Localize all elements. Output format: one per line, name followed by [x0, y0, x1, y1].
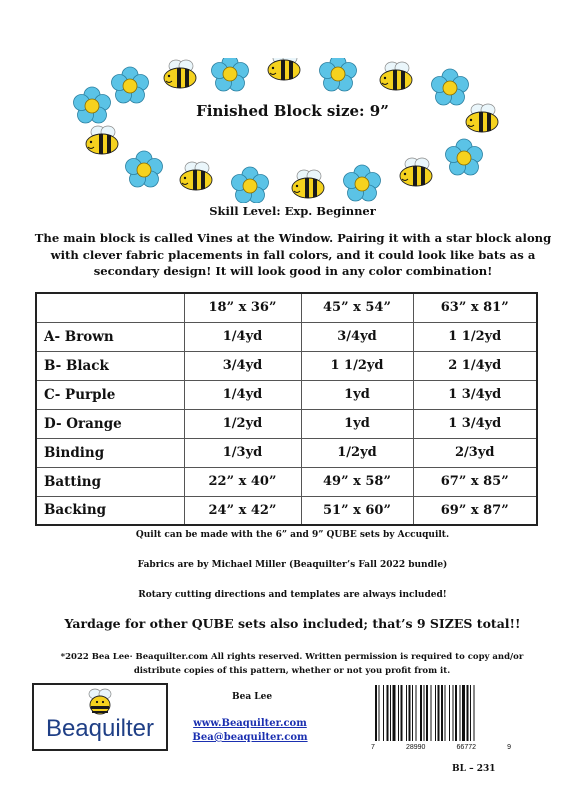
- table-cell: 1yd: [301, 380, 413, 409]
- wreath-bee: [292, 170, 324, 198]
- barcode-number: [371, 744, 511, 751]
- table-header-cell: 45” x 54”: [301, 293, 413, 322]
- table-cell: 1/4yd: [184, 322, 301, 351]
- barcode-bar: [375, 685, 377, 741]
- table-cell: 1 1/2yd: [413, 322, 537, 351]
- barcode-bar: [445, 685, 446, 741]
- barcode-digit-group: 7: [371, 744, 375, 751]
- row-label: B- Black: [36, 351, 184, 380]
- barcode-bar: [449, 685, 450, 741]
- pattern-description: The main block is called Vines at the Window. Pairing it with a star block along with clever fabric placements in fall colors, and it could look like bats as a secondary design! It will look good in any color combination!: [34, 231, 552, 278]
- finished-block-size: Finished Block size: 9”: [196, 102, 389, 120]
- barcode-bar: [435, 685, 436, 741]
- barcode-digit-group: 9: [507, 744, 511, 751]
- yardage-table: [35, 292, 538, 526]
- barcode-bar: [393, 685, 396, 741]
- row-label: C- Purple: [36, 380, 184, 409]
- barcode-bar: [406, 685, 407, 741]
- table-cell: 2/3yd: [413, 438, 537, 467]
- wreath-bee: [86, 126, 118, 154]
- table-cell: 1/3yd: [184, 438, 301, 467]
- barcode-bar: [416, 685, 417, 741]
- table-header-cell: 18” x 36”: [184, 293, 301, 322]
- barcode-bar: [467, 685, 469, 741]
- bee-flower-wreath: [62, 58, 522, 203]
- table-header-row: [36, 293, 537, 322]
- table-row: [36, 322, 537, 351]
- barcode-bar: [409, 685, 411, 741]
- table-header-cell: 63” x 81”: [413, 293, 537, 322]
- table-cell: 67” x 85”: [413, 467, 537, 496]
- wreath-bee: [400, 158, 432, 186]
- wreath-bee: [380, 62, 412, 90]
- wreath-bee: [180, 162, 212, 190]
- barcode-bar: [441, 685, 443, 741]
- website-link[interactable]: www.Beaquilter.com: [193, 718, 307, 729]
- barcode-bar: [401, 685, 403, 741]
- table-cell: 1 1/2yd: [301, 351, 413, 380]
- wreath-flower: [432, 69, 469, 105]
- table-cell: 1/2yd: [301, 438, 413, 467]
- barcode-bar: [462, 685, 465, 741]
- table-cell: 69” x 87”: [413, 496, 537, 525]
- row-label: A- Brown: [36, 322, 184, 351]
- wreath-bee: [268, 58, 300, 80]
- bee-icon: [82, 687, 118, 717]
- barcode-bar: [387, 685, 389, 741]
- barcode-bar: [379, 685, 380, 741]
- table-cell: 51” x 60”: [301, 496, 413, 525]
- table-cell: 1/2yd: [184, 409, 301, 438]
- barcode-bar: [412, 685, 413, 741]
- barcode-bar: [438, 685, 440, 741]
- wreath-flower: [344, 165, 381, 201]
- barcode-bar: [383, 685, 384, 741]
- table-cell: 24” x 42”: [184, 496, 301, 525]
- barcode-bar: [455, 685, 457, 741]
- barcode-bar: [474, 685, 475, 741]
- author-name: Bea Lee: [232, 692, 273, 702]
- table-cell: 1/4yd: [184, 380, 301, 409]
- row-label: D- Orange: [36, 409, 184, 438]
- table-row: [36, 438, 537, 467]
- barcode-bar: [424, 685, 425, 741]
- barcode-bar: [431, 685, 432, 741]
- skill-level: Skill Level: Exp. Beginner: [209, 204, 376, 218]
- barcode-digit-group: 28990: [405, 744, 426, 751]
- barcode: [371, 683, 511, 743]
- table-row: [36, 380, 537, 409]
- barcode-bar: [390, 685, 391, 741]
- wreath-flower: [112, 67, 149, 103]
- wreath-flower: [212, 58, 249, 91]
- table-cell: 22” x 40”: [184, 467, 301, 496]
- row-label: Backing: [36, 496, 184, 525]
- barcode-bar: [398, 685, 399, 741]
- table-cell: 49” x 58”: [301, 467, 413, 496]
- rotary-note: Rotary cutting directions and templates are always included!: [138, 590, 447, 600]
- table-cell: 1 3/4yd: [413, 409, 537, 438]
- logo-text: Beaquilter: [45, 715, 155, 742]
- barcode-bar: [453, 685, 454, 741]
- table-row: [36, 496, 537, 525]
- barcode-bar: [470, 685, 471, 741]
- table-cell: 3/4yd: [301, 322, 413, 351]
- row-label: Batting: [36, 467, 184, 496]
- yardage-note: Yardage for other QUBE sets also included; that’s 9 SIZES total!!: [64, 616, 521, 631]
- wreath-flower: [320, 58, 357, 91]
- wreath-flower: [126, 151, 163, 187]
- email-link[interactable]: Bea@beaquilter.com: [192, 732, 308, 743]
- pattern-code: BL – 231: [452, 764, 496, 774]
- qube-note: Quilt can be made with the 6” and 9” QUBE sets by Accuquilt.: [135, 530, 450, 540]
- wreath-bee: [164, 60, 196, 88]
- row-label: Binding: [36, 438, 184, 467]
- copyright-notice: *2022 Bea Lee· Beaquilter.com All rights reserved. Written permission is required to copy and/or distribute copies of this pattern, whether or not you profit from it.: [60, 652, 524, 676]
- table-cell: 3/4yd: [184, 351, 301, 380]
- barcode-bar: [460, 685, 461, 741]
- table-cell: 2 1/4yd: [413, 351, 537, 380]
- table-cell: 1 3/4yd: [413, 380, 537, 409]
- table-cell: 1yd: [301, 409, 413, 438]
- barcode-digit-group: 66772: [456, 744, 476, 751]
- table-row: [36, 467, 537, 496]
- table-header-cell: [36, 293, 184, 322]
- beaquilter-logo: [32, 683, 168, 751]
- barcode-bar: [420, 685, 422, 741]
- wreath-flower: [446, 139, 483, 175]
- table-row: [36, 351, 537, 380]
- barcode-bar: [426, 685, 428, 741]
- fabrics-note: Fabrics are by Michael Miller (Beaquilter’s Fall 2022 bundle): [137, 560, 448, 570]
- wreath-flower: [232, 167, 269, 203]
- table-row: [36, 409, 537, 438]
